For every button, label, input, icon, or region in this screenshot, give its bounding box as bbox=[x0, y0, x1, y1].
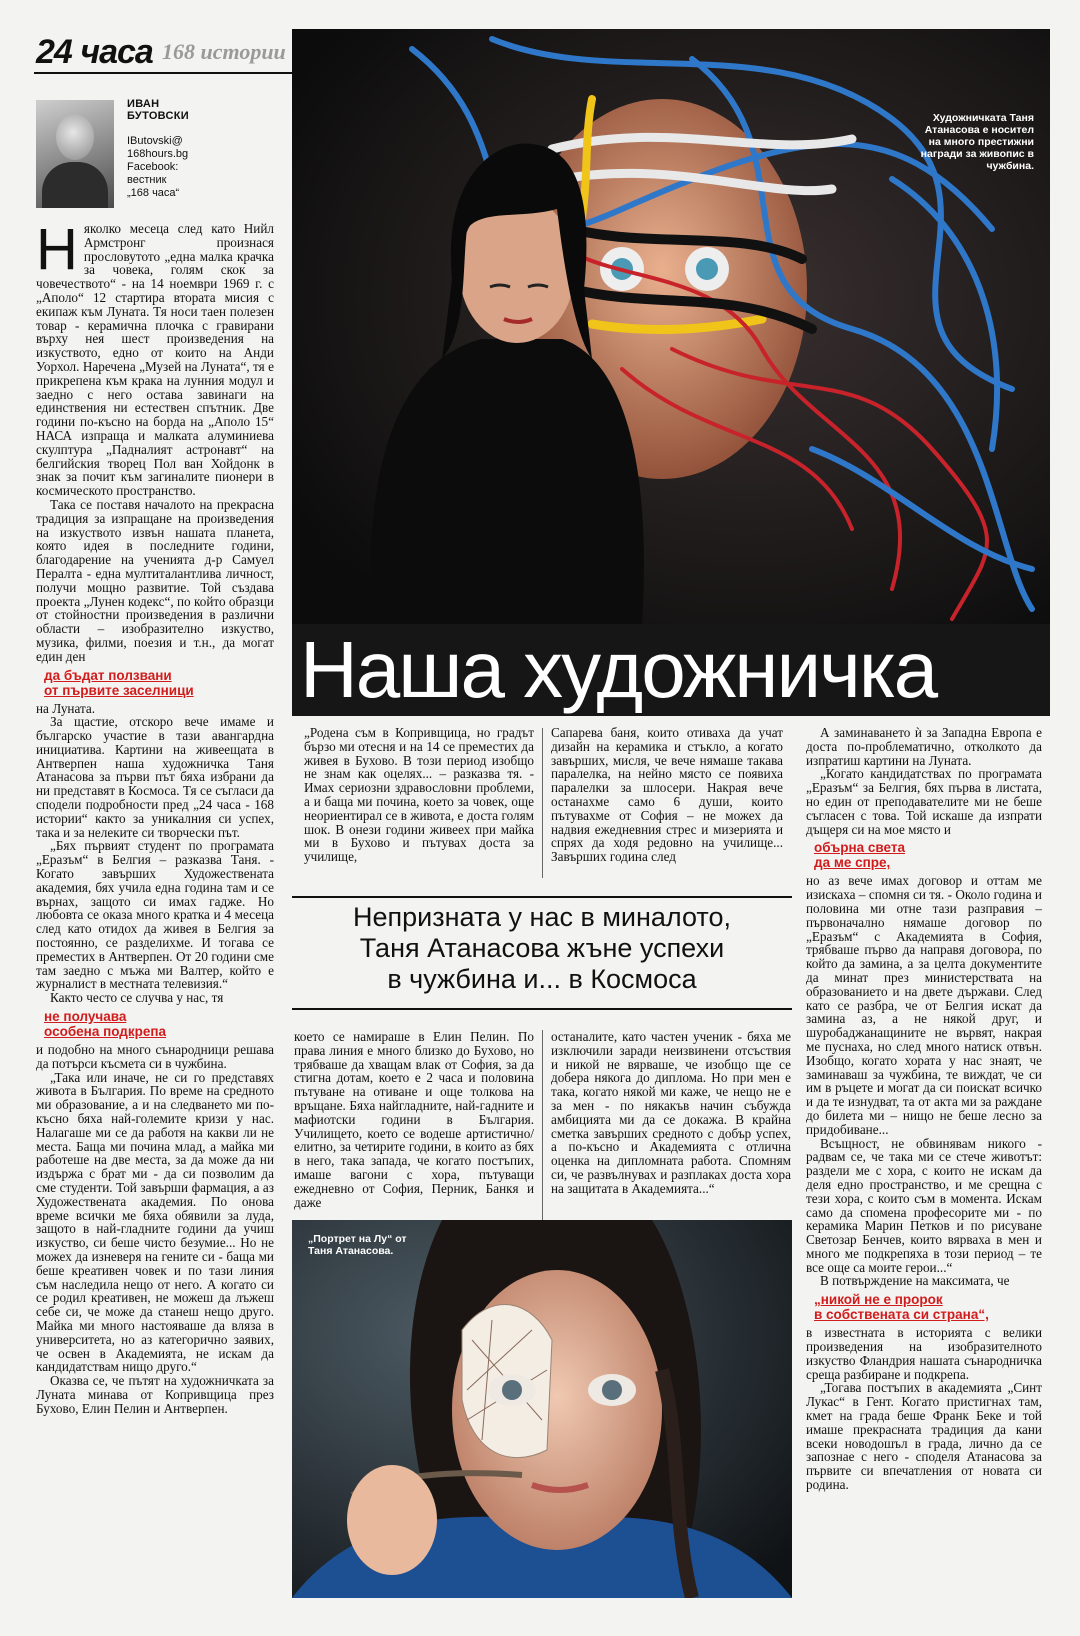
author-photo bbox=[36, 100, 114, 208]
main-photo-caption: Художничката Таня Атанасова е носител на много престижни награди за живопис в чужбина. bbox=[920, 112, 1034, 172]
portrait-painting-photo bbox=[292, 1220, 792, 1598]
masthead-name: 24 часа bbox=[36, 33, 153, 71]
lead-paragraph: Няколко месеца след като Нийл Армстронг произнася прословутото „една малка крачка за човека, голям скок за човечеството“ - на 14 ноември 1969 г. с „Аполо“ 12 стартира втората мисия с екипаж към Луната. Тя носи таен полезен товар - керамична плочка с гравирани върху нея шест произведения на изкуството, едно от които на Анди Уорхол. Наречена „Музей на Луната“, тя е прикрепена към крака на лунния модул и заедно с него остава завинаги на единствения ни естествен спътник. Две години по-късно на борда на „Аполо 15“ НАСА изпраща и малката алуминиева скулптура „Падналият астронавт“ на белгийския творец Пол ван Хойдонк в знак за почит към загиналите пионери в космическото пространство. bbox=[36, 217, 274, 499]
headline: Наша художничка bbox=[300, 625, 937, 714]
article-column-1: Няколко месеца след като Нийл Армстронг произнася прословутото „една малка крачка за човека, голям скок за човечеството“ - на 14 ноември 1969 г. с „Аполо“ 12 стартира втората мисия с екипаж към Луната. Тя носи таен полезен товар - керамична плочка с гравирани върху нея шест произведения на изкуството, едно от които на Анди Уорхол. Наречена „Музей на Луната“, тя е прикрепена към крака на лунния модул и заедно с него остава завинаги на единствения ни естествен спътник. Две години по-късно на борда на „Аполо 15“ НАСА изпраща и малката алуминиева скулптура „Падналият астронавт“ на белгийския творец Пол ван Хойдонк в знак за почит към загиналите пионери в космическото пространство. Така се поставя началото на прекрасна традиция за изпращане на произведения на изкуството извън нашата планета, която идея в последните години, благодарение на ученията д-р Самуел Пералта - една мултиталантлива личност, получи мощно развитие. Той създава проекта „Лунен кодекс“, по който образци от стойностни произведения в различни области – изобразително изкуство, музика, филми, поезия и т.н., да могат един ден да бъдат ползвани от първите заселници на Луната. За щастие, отскоро вече имаме и българско участие в тази авангардна инициатива. Картини на живеещата в Антверпен наша художничка Таня Атанасова за първи път бяха избрани да ни представят в Космоса. Тя се съгласи да сподели подробности пред „24 часа - 168 истории“ както за уникалния си успех, така и за нелеките си творчески път. „Бях първият студент по програмата „Еразъм“ в Белгия – разказва Таня. - Когато завърших Художествената академия, бях учила една година там и се върнах, защото си имах гадже. Но любовта се оказа много кратка и 4 месеца след като отидох да живея в Белгия за постоянно, се разделихме. И тогава се преместих в Антверпен. От 20 години сме там заедно с мъжа ми Валтер, който е журналист в местната телевизия.“ Както често се случва у нас, тя не получава особена подкрепа и подобно на много сънародници решава да потърси късмета си в чужбина. „Така или иначе, не си го представях живота в България. По време на средното ми образование, а и на следването ми по-късно бяха най-големите кризи у нас. Налагаше ми се да работя на какви ли не места. Баща ми почина млад, а майка ми работеше на две места, за да може да ни издържа с брат ми - да си позволим да сме студенти. Той завърши фармация, а аз Художествената академия. По онова време всички ме бяха обявили за луда, защото в най-гладните години да учиш изкуство, си беше чисто безумие... Но не можех да изневеря на гените си - баща ми беше креативен човек и по тази линия съм наследила нещо от него. А когато си се родил креативен, не можеш да лъжеш себе си, че може да станеш нещо друго. Майка ми много настояваше да вляза в университета, но аз категорично заявих, че освен в Академията, не искам да кандидатствам нищо друго.“ Оказва се, че пътят на художничката за Луната минава от Копривщица през Бухово, Елин Пелин и Антверпен. bbox=[36, 217, 274, 1416]
subheading: обърна света да ме спре, bbox=[814, 840, 905, 871]
masthead-section: 168 истории bbox=[162, 39, 286, 64]
subheading: „никой не е пророк в собствената си страна“, bbox=[814, 1292, 989, 1323]
article-column-3-top: Сапарева баня, които отиваха да учат дизайн на керамика и стъкло, а когато завърших, мисля, че вече нямаше такава паралелка, на нейно място се появиха паралелки за шлосери. Накрая вече останахме само 6 души, които пътувахме от София – не можех да надвия ежедневния стрес и мизерията и спрях да ходя редовно на училище... Завърших година след bbox=[551, 725, 783, 865]
author-contact: IButovski@ 168hours.bg Facebook: вестник „168 часа“ bbox=[127, 135, 189, 199]
headline-deck: Непризната у нас в миналото, Таня Атанасова жъне успехи в чужбина и... в Космоса bbox=[292, 896, 792, 1010]
article-column-2-bottom: което се намираше в Елин Пелин. По права линия е много близко до Бухово, но трябваше да хващам влак от София, за да стигна дотам, което е 2 часа и половина пътуване на отиване и още толкова на връщане. Бяха найгладните, най-гадните и мафиотски години в България. Училището, което се водеше артистично/елитно, за четирите години, в които аз бях в него, така запада, че когато постъпих, имаше вагони с хора, пътуващи ежедневно от София, Перник, Банкя и даже bbox=[294, 1029, 534, 1210]
portrait-caption: „Портрет на Лу“ от Таня Атанасова. bbox=[308, 1233, 407, 1257]
headline-band bbox=[292, 624, 1050, 716]
article-column-3-bottom: останалите, като частен ученик - бяха ме изключили заради неизвинени отсъствия и никой не вярваше, че изобщо ще се добера някога до диплома. Но при мен е така, когато някой ми каже, че нещо не е за мен - по някакъв начин събужда амбицията ми да се докажа. В крайна сметка завърших средното с добър успех, а по-късно и Академията с отлична оценка на дипломната работа. Спомням си, че развълнувах и разплаках доста хора на защитата в Академията...“ bbox=[551, 1029, 791, 1196]
drop-cap: Н bbox=[36, 217, 78, 282]
article-column-4: А заминаването ѝ за Западна Европа е доста по-проблематично, отколкото да изпратиш картини на Луната. „Когато кандидатствах по програмата „Еразъм“ за Белгия, бях първа в листата, но един от преподавателите ми не беше съгласен с това. Той искаше да изпрати дъщеря си на мое място и обърна света да ме спре, но аз вече имах договор и оттам ме изискаха – спомня си тя. - Около година и половина ми отне тази разправия – първоначално нямаше договор по „Еразъм“ с Академията в София, трябваше първо да направя договора, по който да замина, а за целта документите да минат през министерствата на образованието и на двете държави. След като се разбра, че от Белгия искат да замина аз, а не някой друг, и шуробаджанащините не вървят, накрая ме пуснаха, но след много натиск отвън. Изобщо, когато хората у нас знаят, че заминаваш за чужбина, те виждат, че си им в ръцете и могат да си поискат всичко и да те изнудват, та от акта ми за раждане до билета ми – нищо не беше лесно за придобиване... Всъщност, не обвинявам никого - радвам се, че така ми се стече животът: раздели ме с хора, с които не искам да деля едно пространство, и ме срещна с тези хора, с които съм в момента. Искам само да спомена професорите ми - по керамика Марин Петков и по рисуване Светозар Бенчев, които вярваха в мен и много ме подкрепяха в този период – те все още са моите герои...“ В потвърждение на максимата, че „никой не е пророк в собствената си страна“, в известната в историята с велики произведения на изобразителното изкуство Фландрия нашата сънародничка среща разбиране и подкрепа. „Тогава постъпих в академията „Синт Лукас“ в Гент. Когато пристигнах там, кмет на града беше Франк Беке и той имаше прекрасната традиция да кани всеки новодошъл в града, лично да се запознае с него - споделя Атанасова за първите си впечатления от новата си родина. bbox=[806, 725, 1042, 1493]
portrait-of-lu-image bbox=[292, 1220, 792, 1598]
article-column-2-top: „Родена съм в Копривщица, но градът бързо ми отесня и на 14 се преместих да живея в Бухово. В този период изобщо не знам как оцелях... – разказва тя. - Имах сериозни здравословни проблеми, а и баща ми почина, което за човек, още неориентирал се в живота, е доста голям шок. В онези години живеех при майка ми в Бухово и пътувах доста за училище, bbox=[304, 725, 534, 865]
subheading: да бъдат ползвани от първите заселници bbox=[44, 667, 194, 698]
author-name: ИВАН БУТОВСКИ bbox=[127, 98, 189, 122]
subheading: не получава особена подкрепа bbox=[44, 1009, 167, 1040]
masthead bbox=[34, 32, 292, 74]
